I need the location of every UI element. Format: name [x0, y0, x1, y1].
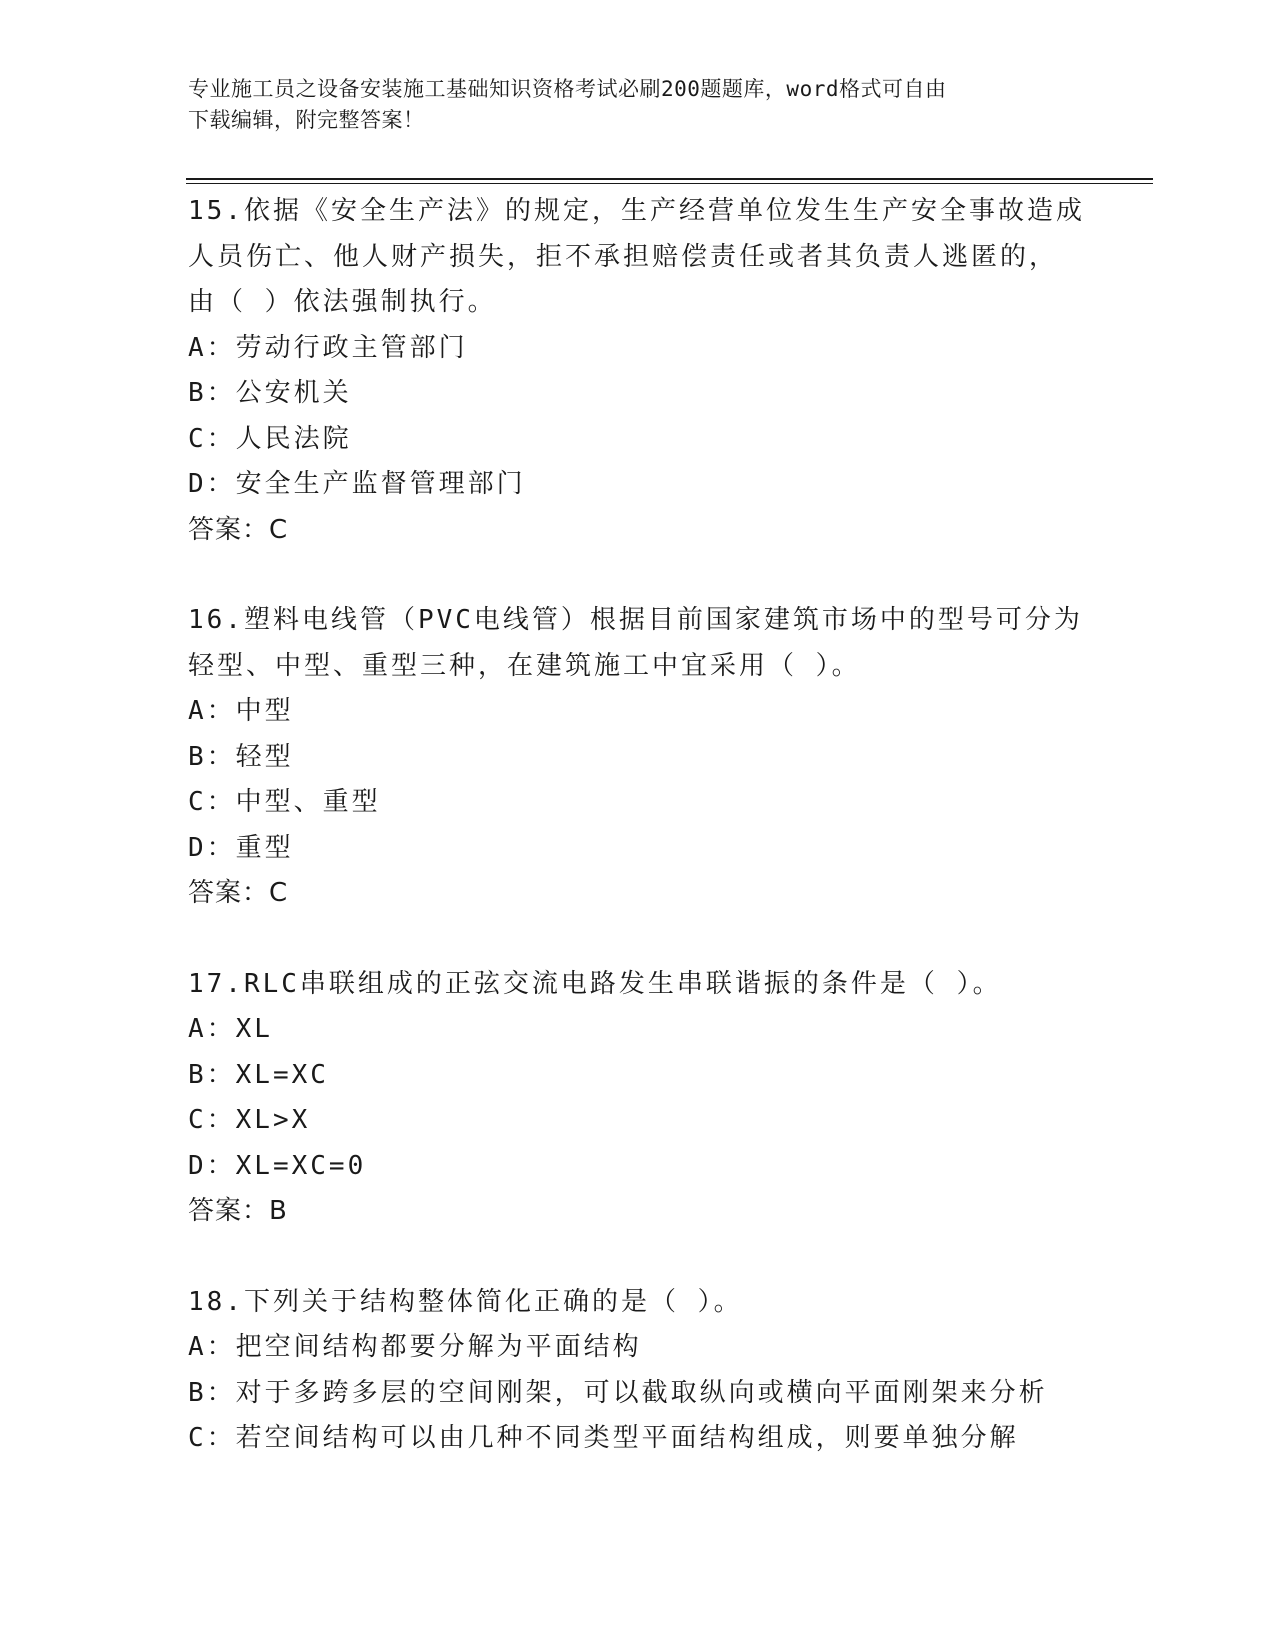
option-d: D：安全生产监督管理部门	[188, 469, 526, 499]
option-a: A：XL	[188, 1014, 273, 1044]
question-16	[188, 598, 1108, 917]
question-stem-line: 17.RLC串联组成的正弦交流电路发生串联谐振的条件是（ ）。	[188, 968, 1002, 999]
question-stem-line: 18.下列关于结构整体简化正确的是（ ）。	[188, 1286, 743, 1317]
document-header	[188, 74, 1068, 136]
option-b: B：XL=XC	[188, 1059, 329, 1090]
question-18	[188, 1280, 1108, 1462]
option-c: C：中型、重型	[188, 787, 381, 817]
option-b: B：轻型	[188, 741, 294, 772]
header-divider-thin	[186, 183, 1153, 184]
question-15	[188, 189, 1108, 553]
spacer	[188, 1235, 1108, 1280]
header-line-1: 专业施工员之设备安装施工基础知识资格考试必刷200题题库，word格式可自由	[188, 77, 947, 101]
question-stem-line: 由（ ）依法强制执行。	[188, 287, 497, 317]
option-d: D：XL=XC=0	[188, 1150, 367, 1181]
spacer	[188, 917, 1108, 962]
option-b: B：对于多跨多层的空间刚架，可以截取纵向或横向平面刚架来分析	[188, 1377, 1048, 1408]
spacer	[188, 553, 1108, 598]
option-d: D：重型	[188, 832, 294, 863]
header-divider-thick	[186, 178, 1153, 180]
answer: 答案：B	[188, 1196, 288, 1226]
option-a: A：中型	[188, 696, 294, 726]
option-c: C：若空间结构可以由几种不同类型平面结构组成，则要单独分解	[188, 1423, 1019, 1453]
question-list	[188, 189, 1108, 1462]
answer: 答案：C	[188, 878, 289, 908]
option-a: A：劳动行政主管部门	[188, 332, 468, 363]
option-b: B：公安机关	[188, 378, 352, 408]
question-stem-line: 15.依据《安全生产法》的规定，生产经营单位发生生产安全事故造成	[188, 196, 1085, 226]
option-c: C：人民法院	[188, 423, 352, 454]
answer: 答案：C	[188, 514, 289, 545]
question-stem-line: 轻型、中型、重型三种，在建筑施工中宜采用（ ）。	[188, 650, 861, 681]
header-line-2: 下载编辑，附完整答案！	[188, 108, 425, 132]
question-stem-line: 人员伤亡、他人财产损失，拒不承担赔偿责任或者其负责人逃匿的，	[188, 241, 1059, 272]
question-17	[188, 962, 1108, 1235]
option-a: A：把空间结构都要分解为平面结构	[188, 1332, 642, 1362]
option-c: C：XL>X	[188, 1105, 311, 1135]
question-stem-line: 16.塑料电线管（PVC电线管）根据目前国家建筑市场中的型号可分为	[188, 605, 1083, 635]
